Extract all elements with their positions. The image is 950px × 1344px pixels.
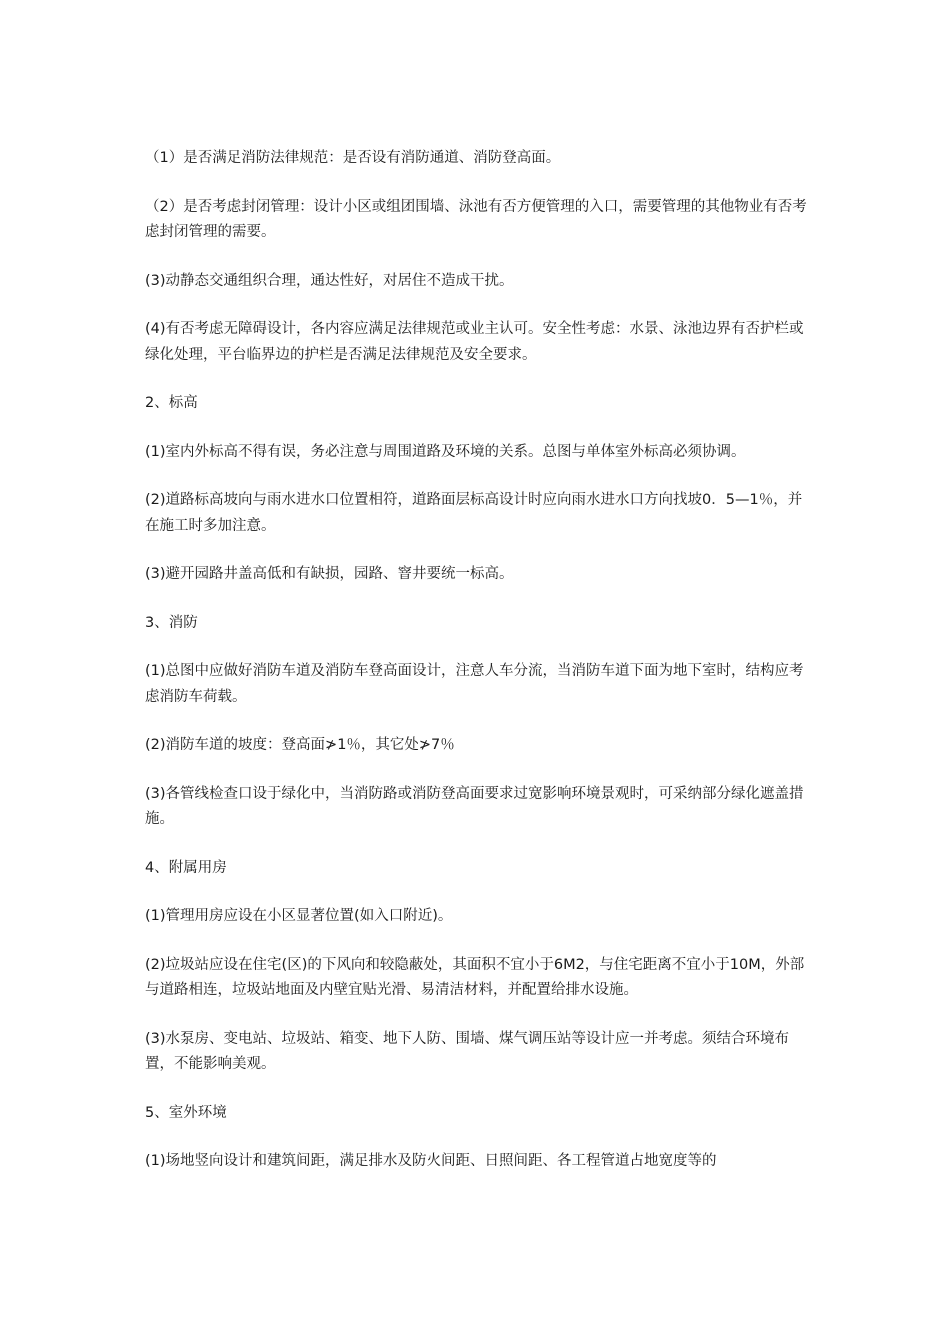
section-heading-fire-protection: 3、消防 [145,614,198,631]
paragraph-fire-2: (2)消防车道的坡度：登高面≯1％，其它处≯7％ [145,737,455,753]
paragraph-auxiliary-3: (3)水泵房、变电站、垃圾站、箱变、地下人防、围墙、煤气调压站等设计应一并考虑。须结合环境布置，不能影响美观。 [145,1030,790,1072]
paragraph-auxiliary-2: (2)垃圾站应设在住宅(区)的下风向和较隐蔽处，其面积不宜小于6M2，与住宅距离不宜小于10M，外部与道路相连，垃圾站地面及内壁宜贴光滑、易清洁材料，并配置给排水设施。 [145,956,805,998]
paragraph-elevation-1: (1)室内外标高不得有误，务必注意与周围道路及环境的关系。总图与单体室外标高必须协调。 [145,443,746,460]
paragraph-traffic-organization: (3)动静态交通组织合理，通达性好，对居住不造成干扰。 [145,272,514,289]
section-heading-outdoor-environment: 5、室外环境 [145,1104,227,1121]
section-heading-elevation: 2、标高 [145,395,198,411]
document-body [145,146,813,1198]
paragraph-fire-1: (1)总图中应做好消防车道及消防车登高面设计，注意人车分流，当消防车道下面为地下室时，结构应考虑消防车荷载。 [145,663,804,705]
paragraph-auxiliary-1: (1)管理用房应设在小区显著位置(如入口附近)。 [145,908,453,924]
paragraph-elevation-2: (2)道路标高坡向与雨水进水口位置相符，道路面层标高设计时应向雨水进水口方向找坡0．5—1％，并在施工时多加注意。 [145,492,803,534]
paragraph-accessibility-safety: (4)有否考虑无障碍设计，各内容应满足法律规范或业主认可。安全性考虑：水景、泳池边界有否护栏或绿化处理，平台临界边的护栏是否满足法律规范及安全要求。 [145,321,804,363]
section-heading-auxiliary-rooms: 4、附属用房 [145,859,227,876]
paragraph-closed-management: （2）是否考虑封闭管理：设计小区或组团围墙、泳池有否方便管理的入口，需要管理的其他物业有否考虑封闭管理的需要。 [145,198,807,240]
paragraph-fire-regulations: （1）是否满足消防法律规范：是否设有消防通道、消防登高面。 [145,150,561,166]
paragraph-outdoor-1: (1)场地竖向设计和建筑间距，满足排水及防火间距、日照间距、各工程管道占地宽度等的 [145,1153,717,1169]
paragraph-elevation-3: (3)避开园路井盖高低和有缺损，园路、窨井要统一标高。 [145,566,514,582]
paragraph-fire-3: (3)各管线检查口设于绿化中，当消防路或消防登高面要求过宽影响环境景观时，可采纳部分绿化遮盖措施。 [145,785,804,827]
